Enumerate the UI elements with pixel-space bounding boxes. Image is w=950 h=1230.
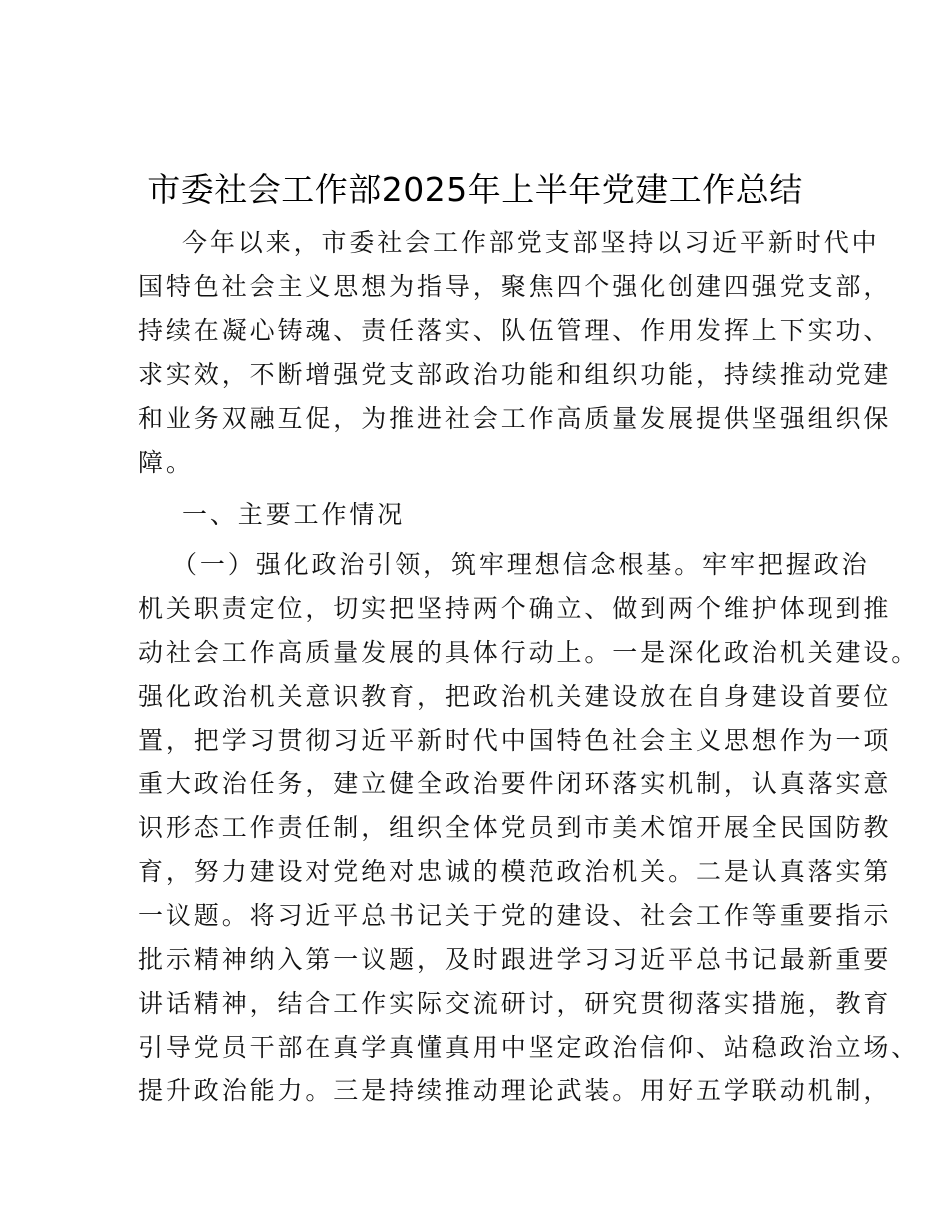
paragraph-line: 一议题。将习近平总书记关于党的建设、社会工作等重要指示 [138,901,892,930]
paragraph-line: 引导党员干部在真学真懂真用中坚定政治信仰、站稳政治立场、 [138,1033,920,1062]
paragraph-line: 国特色社会主义思想为指导，聚焦四个强化创建四强党支部， [138,272,892,301]
paragraph-line: 动社会工作高质量发展的具体行动上。一是深化政治机关建设。 [138,638,920,667]
section-heading: 一、主要工作情况 [182,500,406,529]
paragraph-line: （一）强化政治引领，筑牢理想信念根基。牢牢把握政治 [172,550,870,579]
paragraph-line: 求实效，不断增强党支部政治功能和组织功能，持续推动党建 [138,360,892,389]
document-title: 市委社会工作部2025年上半年党建工作总结 [147,170,803,209]
paragraph-line: 和业务双融互促，为推进社会工作高质量发展提供坚强组织保 [138,404,892,433]
paragraph-line: 持续在凝心铸魂、责任落实、队伍管理、作用发挥上下实功、 [138,316,892,345]
paragraph-line: 强化政治机关意识教育，把政治机关建设放在自身建设首要位 [138,682,892,711]
paragraph-line: 今年以来，市委社会工作部党支部坚持以习近平新时代中 [182,228,880,257]
paragraph-line: 机关职责定位，切实把坚持两个确立、做到两个维护体现到推 [138,594,892,623]
paragraph-line: 重大政治任务，建立健全政治要件闭环落实机制，认真落实意 [138,769,892,798]
paragraph-line: 讲话精神，结合工作实际交流研讨，研究贯彻落实措施，教育 [138,989,892,1018]
paragraph-line: 识形态工作责任制，组织全体党员到市美术馆开展全民国防教 [138,813,892,842]
paragraph-line: 障。 [138,448,194,477]
paragraph-line: 提升政治能力。三是持续推动理论武装。用好五学联动机制， [138,1076,892,1105]
paragraph-line: 批示精神纳入第一议题，及时跟进学习习近平总书记最新重要 [138,945,892,974]
paragraph-line: 置，把学习贯彻习近平新时代中国特色社会主义思想作为一项 [138,726,892,755]
paragraph-line: 育，努力建设对党绝对忠诚的模范政治机关。二是认真落实第 [138,857,892,886]
